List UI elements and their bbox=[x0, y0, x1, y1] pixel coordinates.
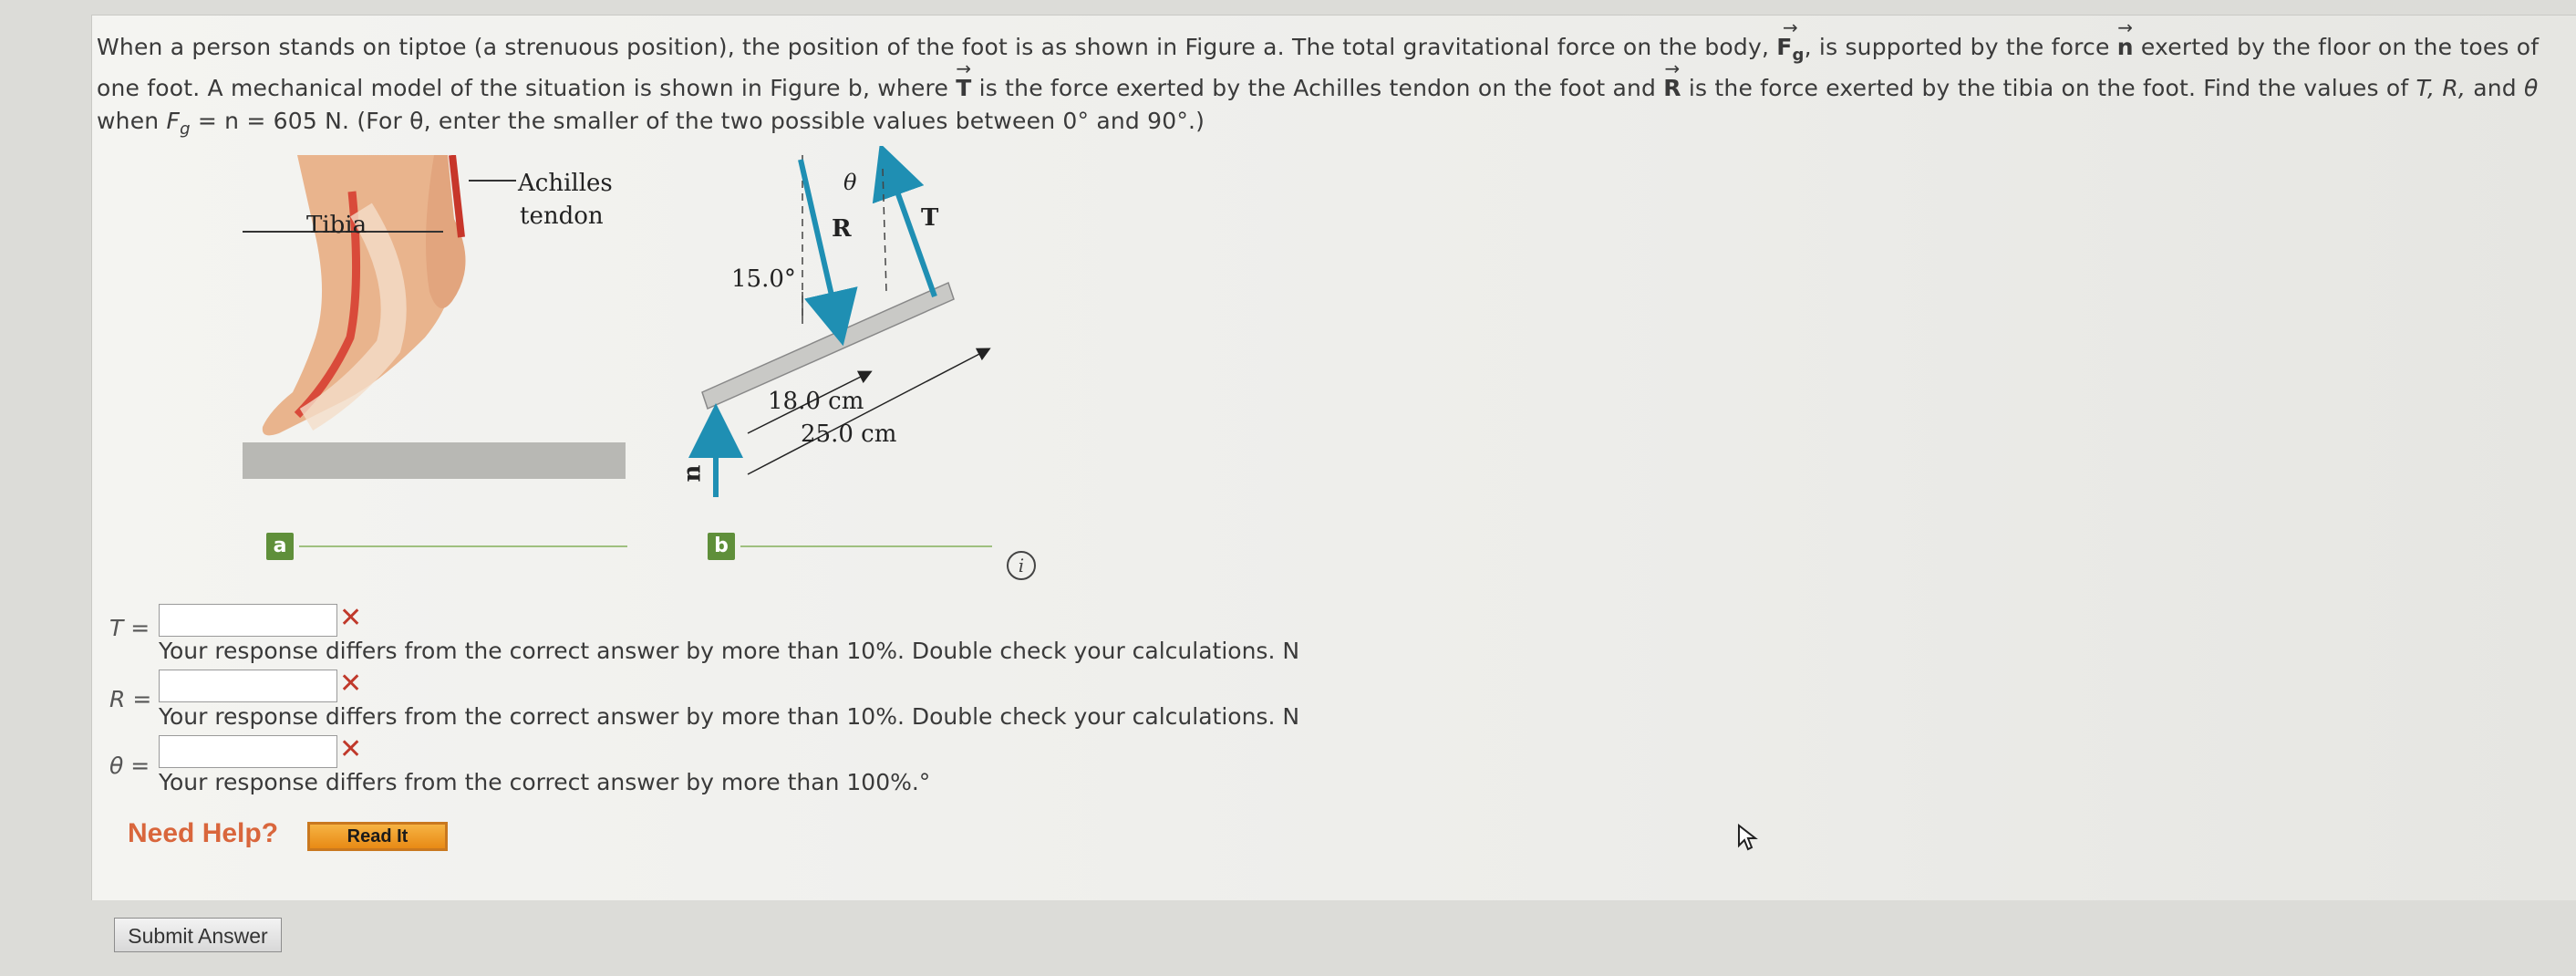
r-feedback: Your response differs from the correct answer by more than 10%. Double check your calculations. N bbox=[159, 703, 1300, 730]
n-vector: → n bbox=[2117, 31, 2134, 64]
tibia-label: Tibia bbox=[306, 212, 367, 239]
r-answer-label: R = bbox=[109, 686, 152, 712]
figure-a-line bbox=[299, 545, 627, 547]
problem-text-2: , is supported by the force bbox=[1804, 34, 2110, 60]
theta-answer-input[interactable] bbox=[159, 735, 337, 768]
figure-a-tag: a bbox=[266, 533, 294, 560]
theta-label: θ bbox=[843, 170, 857, 195]
t-answer-input[interactable] bbox=[159, 604, 337, 637]
read-it-button[interactable]: Read It bbox=[307, 822, 448, 851]
t-reference bbox=[883, 169, 886, 292]
info-icon[interactable]: i bbox=[1007, 551, 1036, 580]
submit-answer-button[interactable]: Submit Answer bbox=[114, 918, 282, 952]
figure-b-mechanical-model bbox=[675, 146, 1021, 511]
figure-b-line bbox=[740, 545, 992, 547]
mouse-cursor-icon bbox=[1737, 824, 1761, 851]
problem-text-and: and bbox=[2473, 75, 2517, 101]
dist-18-label: 18.0 cm bbox=[768, 388, 864, 415]
floor bbox=[243, 442, 626, 479]
dist-25-label: 25.0 cm bbox=[801, 421, 897, 448]
problem-text-4: is the force exerted by the Achilles tendon on the foot and bbox=[978, 75, 1657, 101]
t-arrow bbox=[889, 169, 935, 296]
problem-text-1: When a person stands on tiptoe (a strenuous position), the position of the foot is as shown in Figure a. The total gravitational force on the body, bbox=[97, 34, 1770, 60]
t-feedback: Your response differs from the correct answer by more than 10%. Double check your calculations. N bbox=[159, 638, 1300, 664]
r-vector: → R bbox=[1663, 72, 1681, 105]
r-error-icon: ✕ bbox=[339, 668, 363, 700]
problem-text-when: when bbox=[97, 108, 160, 134]
t-vector: → T bbox=[956, 72, 971, 105]
t-label: T bbox=[921, 204, 939, 232]
achilles-label-2: tendon bbox=[520, 202, 604, 230]
theta-answer-label: θ = bbox=[109, 753, 150, 779]
fg-vector: → $F_g$ bbox=[1776, 31, 1804, 72]
problem-theta: θ bbox=[2523, 75, 2539, 101]
theta-error-icon: ✕ bbox=[339, 733, 363, 765]
n-label: n bbox=[678, 464, 707, 483]
figure-b-tag: b bbox=[708, 533, 735, 560]
angle-15-label: 15.0° bbox=[731, 265, 796, 293]
need-help-label: Need Help? bbox=[128, 818, 279, 848]
r-label: R bbox=[832, 215, 852, 243]
theta-feedback: Your response differs from the correct answer by more than 100%.° bbox=[159, 769, 931, 795]
r-answer-input[interactable] bbox=[159, 670, 337, 702]
problem-text bbox=[97, 31, 2550, 146]
achilles-label-1: Achilles bbox=[518, 170, 613, 197]
t-error-icon: ✕ bbox=[339, 602, 363, 634]
problem-text-3: exerted by the floor on the toes of one foot. A mechanical model of the situation is shown in Figure b, where bbox=[97, 34, 2540, 101]
problem-text-end: = n = 605 N. (For θ, enter the smaller of the two possible values between 0° and 90°.) bbox=[197, 108, 1205, 134]
t-answer-label: T = bbox=[109, 615, 150, 641]
problem-vars: T, R, bbox=[2416, 75, 2467, 101]
problem-fg: $F_g$ bbox=[166, 108, 191, 139]
problem-text-5: is the force exerted by the tibia on the foot. Find the values of bbox=[1688, 75, 2409, 101]
